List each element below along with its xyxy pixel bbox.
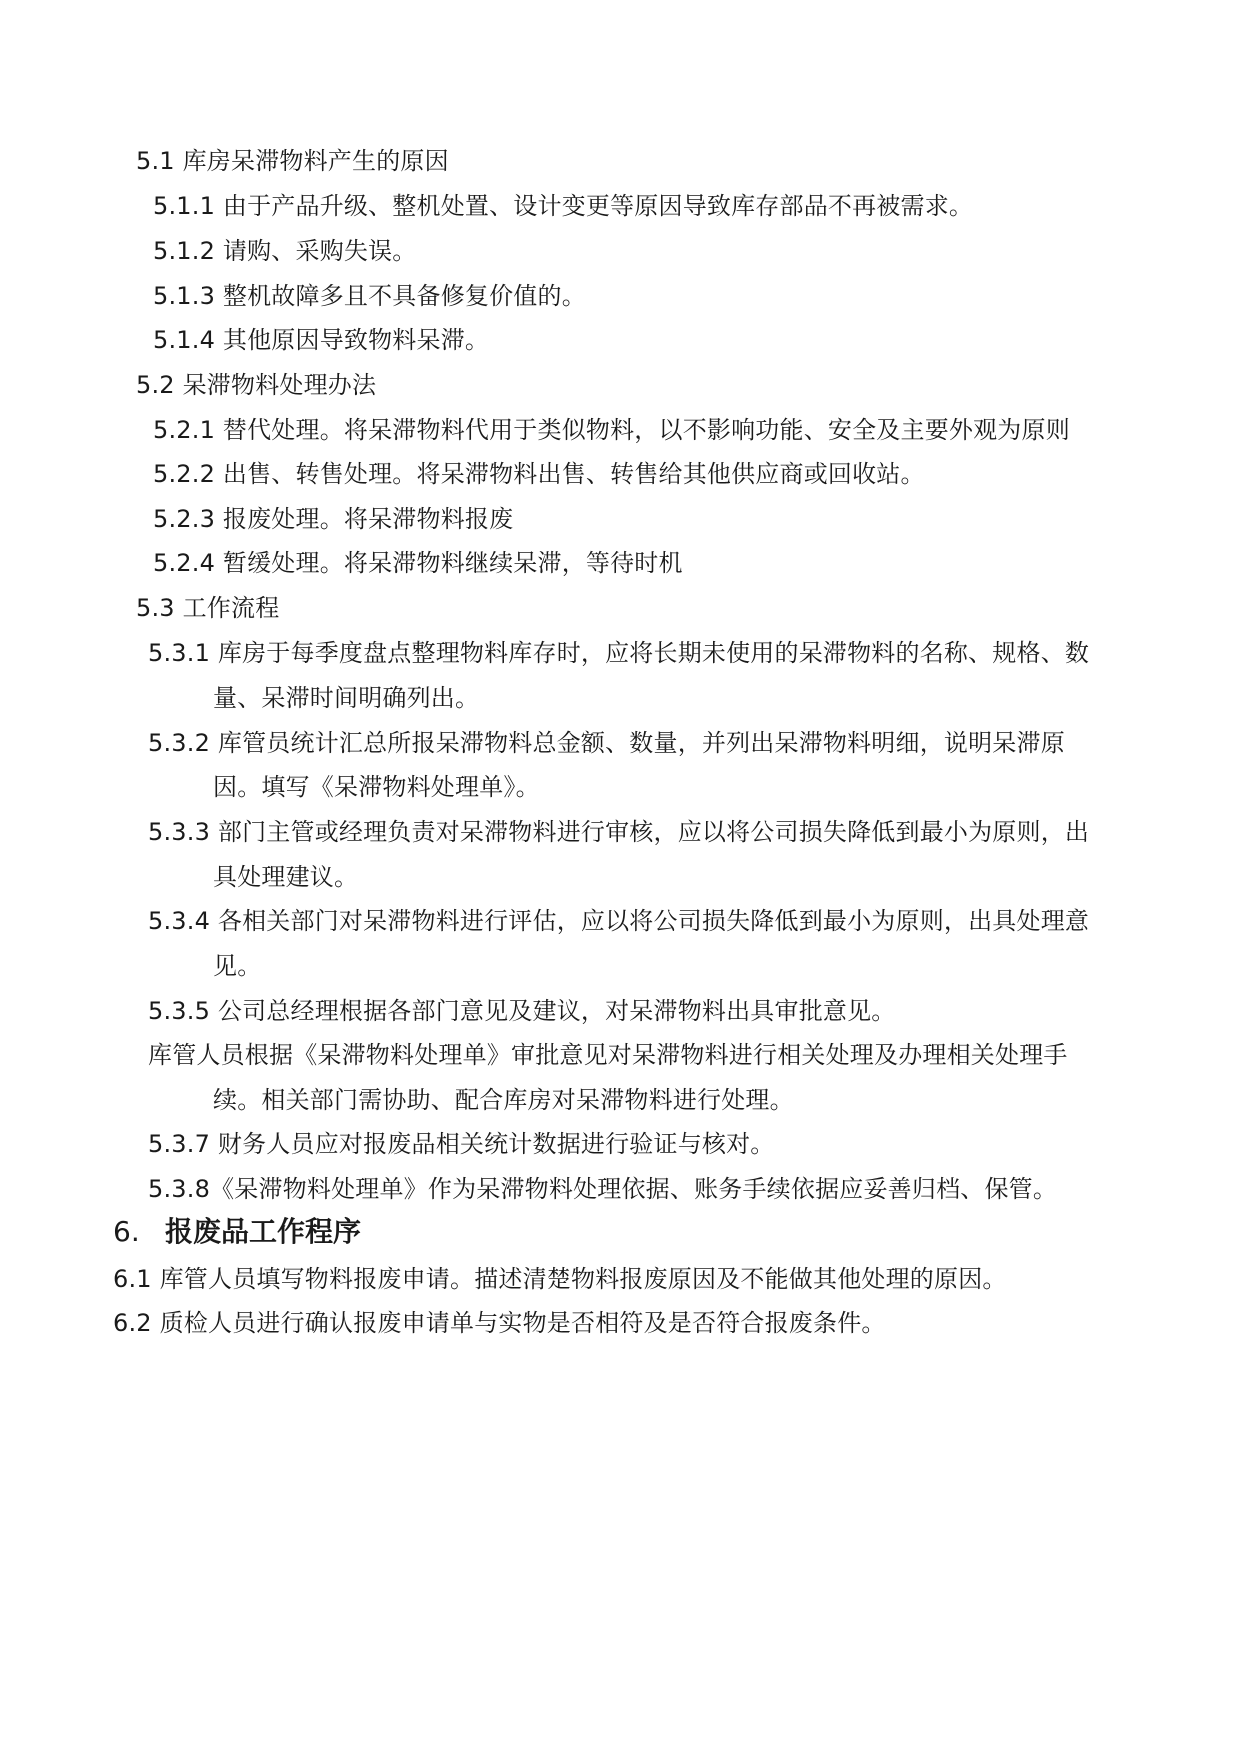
list-item-5-3-1-cont: 量、呆滞时间明确列出。: [213, 684, 480, 712]
list-item-5-1-3: 5.1.3 整机故障多且不具备修复价值的。: [153, 282, 586, 310]
list-item-5-2-3: 5.2.3 报废处理。将呆滞物料报废: [153, 505, 514, 533]
list-item-5-2-2: 5.2.2 出售、转售处理。将呆滞物料出售、转售给其他供应商或回收站。: [153, 460, 925, 488]
section-5-1-title: 5.1 库房呆滞物料产生的原因: [136, 147, 449, 175]
list-item-5-3-8: 5.3.8《呆滞物料处理单》作为呆滞物料处理依据、账务手续依据应妥善归档、保管。: [148, 1175, 1058, 1203]
section-5-2-title: 5.2 呆滞物料处理办法: [136, 371, 377, 399]
list-item-5-3-3-cont: 具处理建议。: [213, 863, 359, 891]
list-item-5-2-4: 5.2.4 暂缓处理。将呆滞物料继续呆滞，等待时机: [153, 549, 683, 577]
list-item-5-3-7: 5.3.7 财务人员应对报废品相关统计数据进行验证与核对。: [148, 1130, 775, 1158]
list-item-5-3-5: 5.3.5 公司总经理根据各部门意见及建议，对呆滞物料出具审批意见。: [148, 997, 896, 1025]
list-item-5-1-1: 5.1.1 由于产品升级、整机处置、设计变更等原因导致库存部品不再被需求。: [153, 192, 974, 220]
list-item-5-1-2: 5.1.2 请购、采购失误。: [153, 237, 417, 265]
list-item-5-1-4: 5.1.4 其他原因导致物料呆滞。: [153, 326, 490, 354]
list-item-6-2: 6.2 质检人员进行确认报废申请单与实物是否相符及是否符合报废条件。: [113, 1309, 886, 1337]
list-item-5-3-4-cont: 见。: [213, 952, 262, 980]
section-6-title: 报废品工作程序: [165, 1215, 362, 1248]
list-item-5-3-6-cont: 续。相关部门需协助、配合库房对呆滞物料进行处理。: [213, 1086, 794, 1114]
list-item-5-3-6: 库管人员根据《呆滞物料处理单》审批意见对呆滞物料进行相关处理及办理相关处理手: [148, 1041, 1068, 1069]
list-item-5-3-3: 5.3.3 部门主管或经理负责对呆滞物料进行审核，应以将公司损失降低到最小为原则，出: [148, 818, 1090, 846]
list-item-5-2-1: 5.2.1 替代处理。将呆滞物料代用于类似物料，以不影响功能、安全及主要外观为原则: [153, 416, 1070, 444]
list-item-6-1: 6.1 库管人员填写物料报废申请。描述清楚物料报废原因及不能做其他处理的原因。: [113, 1265, 1007, 1293]
section-6-number: 6.: [113, 1215, 140, 1248]
section-6-heading: [113, 1214, 361, 1250]
list-item-5-3-2: 5.3.2 库管员统计汇总所报呆滞物料总金额、数量，并列出呆滞物料明细，说明呆滞原: [148, 729, 1065, 757]
section-5-3-title: 5.3 工作流程: [136, 594, 280, 622]
list-item-5-3-4: 5.3.4 各相关部门对呆滞物料进行评估，应以将公司损失降低到最小为原则，出具处理意: [148, 907, 1090, 935]
list-item-5-3-1: 5.3.1 库房于每季度盘点整理物料库存时，应将长期未使用的呆滞物料的名称、规格、数: [148, 639, 1090, 667]
list-item-5-3-2-cont: 因。填写《呆滞物料处理单》。: [213, 773, 540, 801]
